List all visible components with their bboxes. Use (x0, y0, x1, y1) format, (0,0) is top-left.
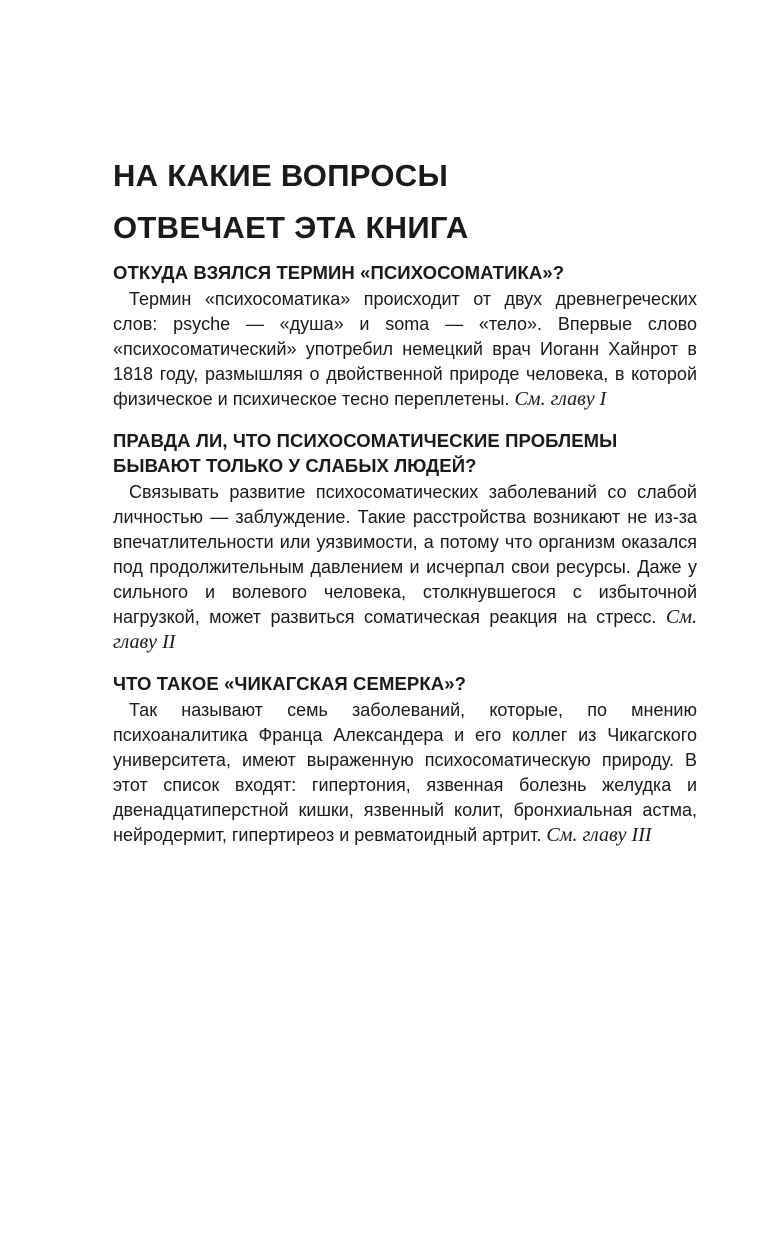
page (113, 150, 697, 864)
question-heading: ЧТО ТАКОЕ «ЧИКАГСКАЯ СЕМЕРКА»? (113, 673, 466, 694)
answer-text: Термин «психосоматика» происходит от двух древнегреческих слов: psyche — «душа» и soma — «тело». Впервые слово «психосоматический» употребил немецкий врач Иоганн Хайнрот в 1818 году, размышляя о двойственной природе человека, в которой физическое и психическое тесно переплетены. (113, 289, 697, 409)
answer-text: Так называют семь заболеваний, которые, по мнению психоаналитика Франца Александера и его коллег из Чикагского университета, имеют выраженную психосоматическую природу. В этот список входят: гипертония, язвенная болезнь желудка и двенадцатиперстной кишки, язвенный колит, бронхиальная астма, нейродермит, гипертиреоз и ревматоидный артрит. (113, 700, 697, 845)
section-term-origin (113, 260, 697, 412)
answer-paragraph (113, 698, 697, 848)
answer-paragraph (113, 480, 697, 655)
answer-paragraph (113, 287, 697, 412)
section-weak-people (113, 428, 697, 655)
chapter-reference: См. главу I (514, 388, 607, 410)
chapter-reference: См. главу II (113, 606, 697, 653)
section-chicago-seven (113, 671, 697, 848)
answer-text: Связывать развитие психосоматических заболеваний со слабой личностью — заблуждение. Такие расстройства возникают не из-за впечатлительности или уязвимости, а потому что организм оказался под продолжительным давлением и исчерпал свои ресурсы. Даже у сильного и волевого человека, столкнувшегося с избыточной нагрузкой, может развиться соматическая реакция на стресс. (113, 482, 697, 627)
question-heading: ПРАВДА ЛИ, ЧТО ПСИХОСОМАТИЧЕСКИЕ ПРОБЛЕМЫ БЫВАЮТ ТОЛЬКО У СЛАБЫХ ЛЮДЕЙ? (113, 430, 618, 476)
page-title-line-2: ОТВЕЧАЕТ ЭТА КНИГА (113, 210, 469, 245)
question-heading: ОТКУДА ВЗЯЛСЯ ТЕРМИН «ПСИХОСОМАТИКА»? (113, 262, 565, 283)
page-title (113, 150, 697, 254)
page-title-line-1: НА КАКИЕ ВОПРОСЫ (113, 158, 449, 193)
chapter-reference: См. главу III (546, 824, 652, 846)
